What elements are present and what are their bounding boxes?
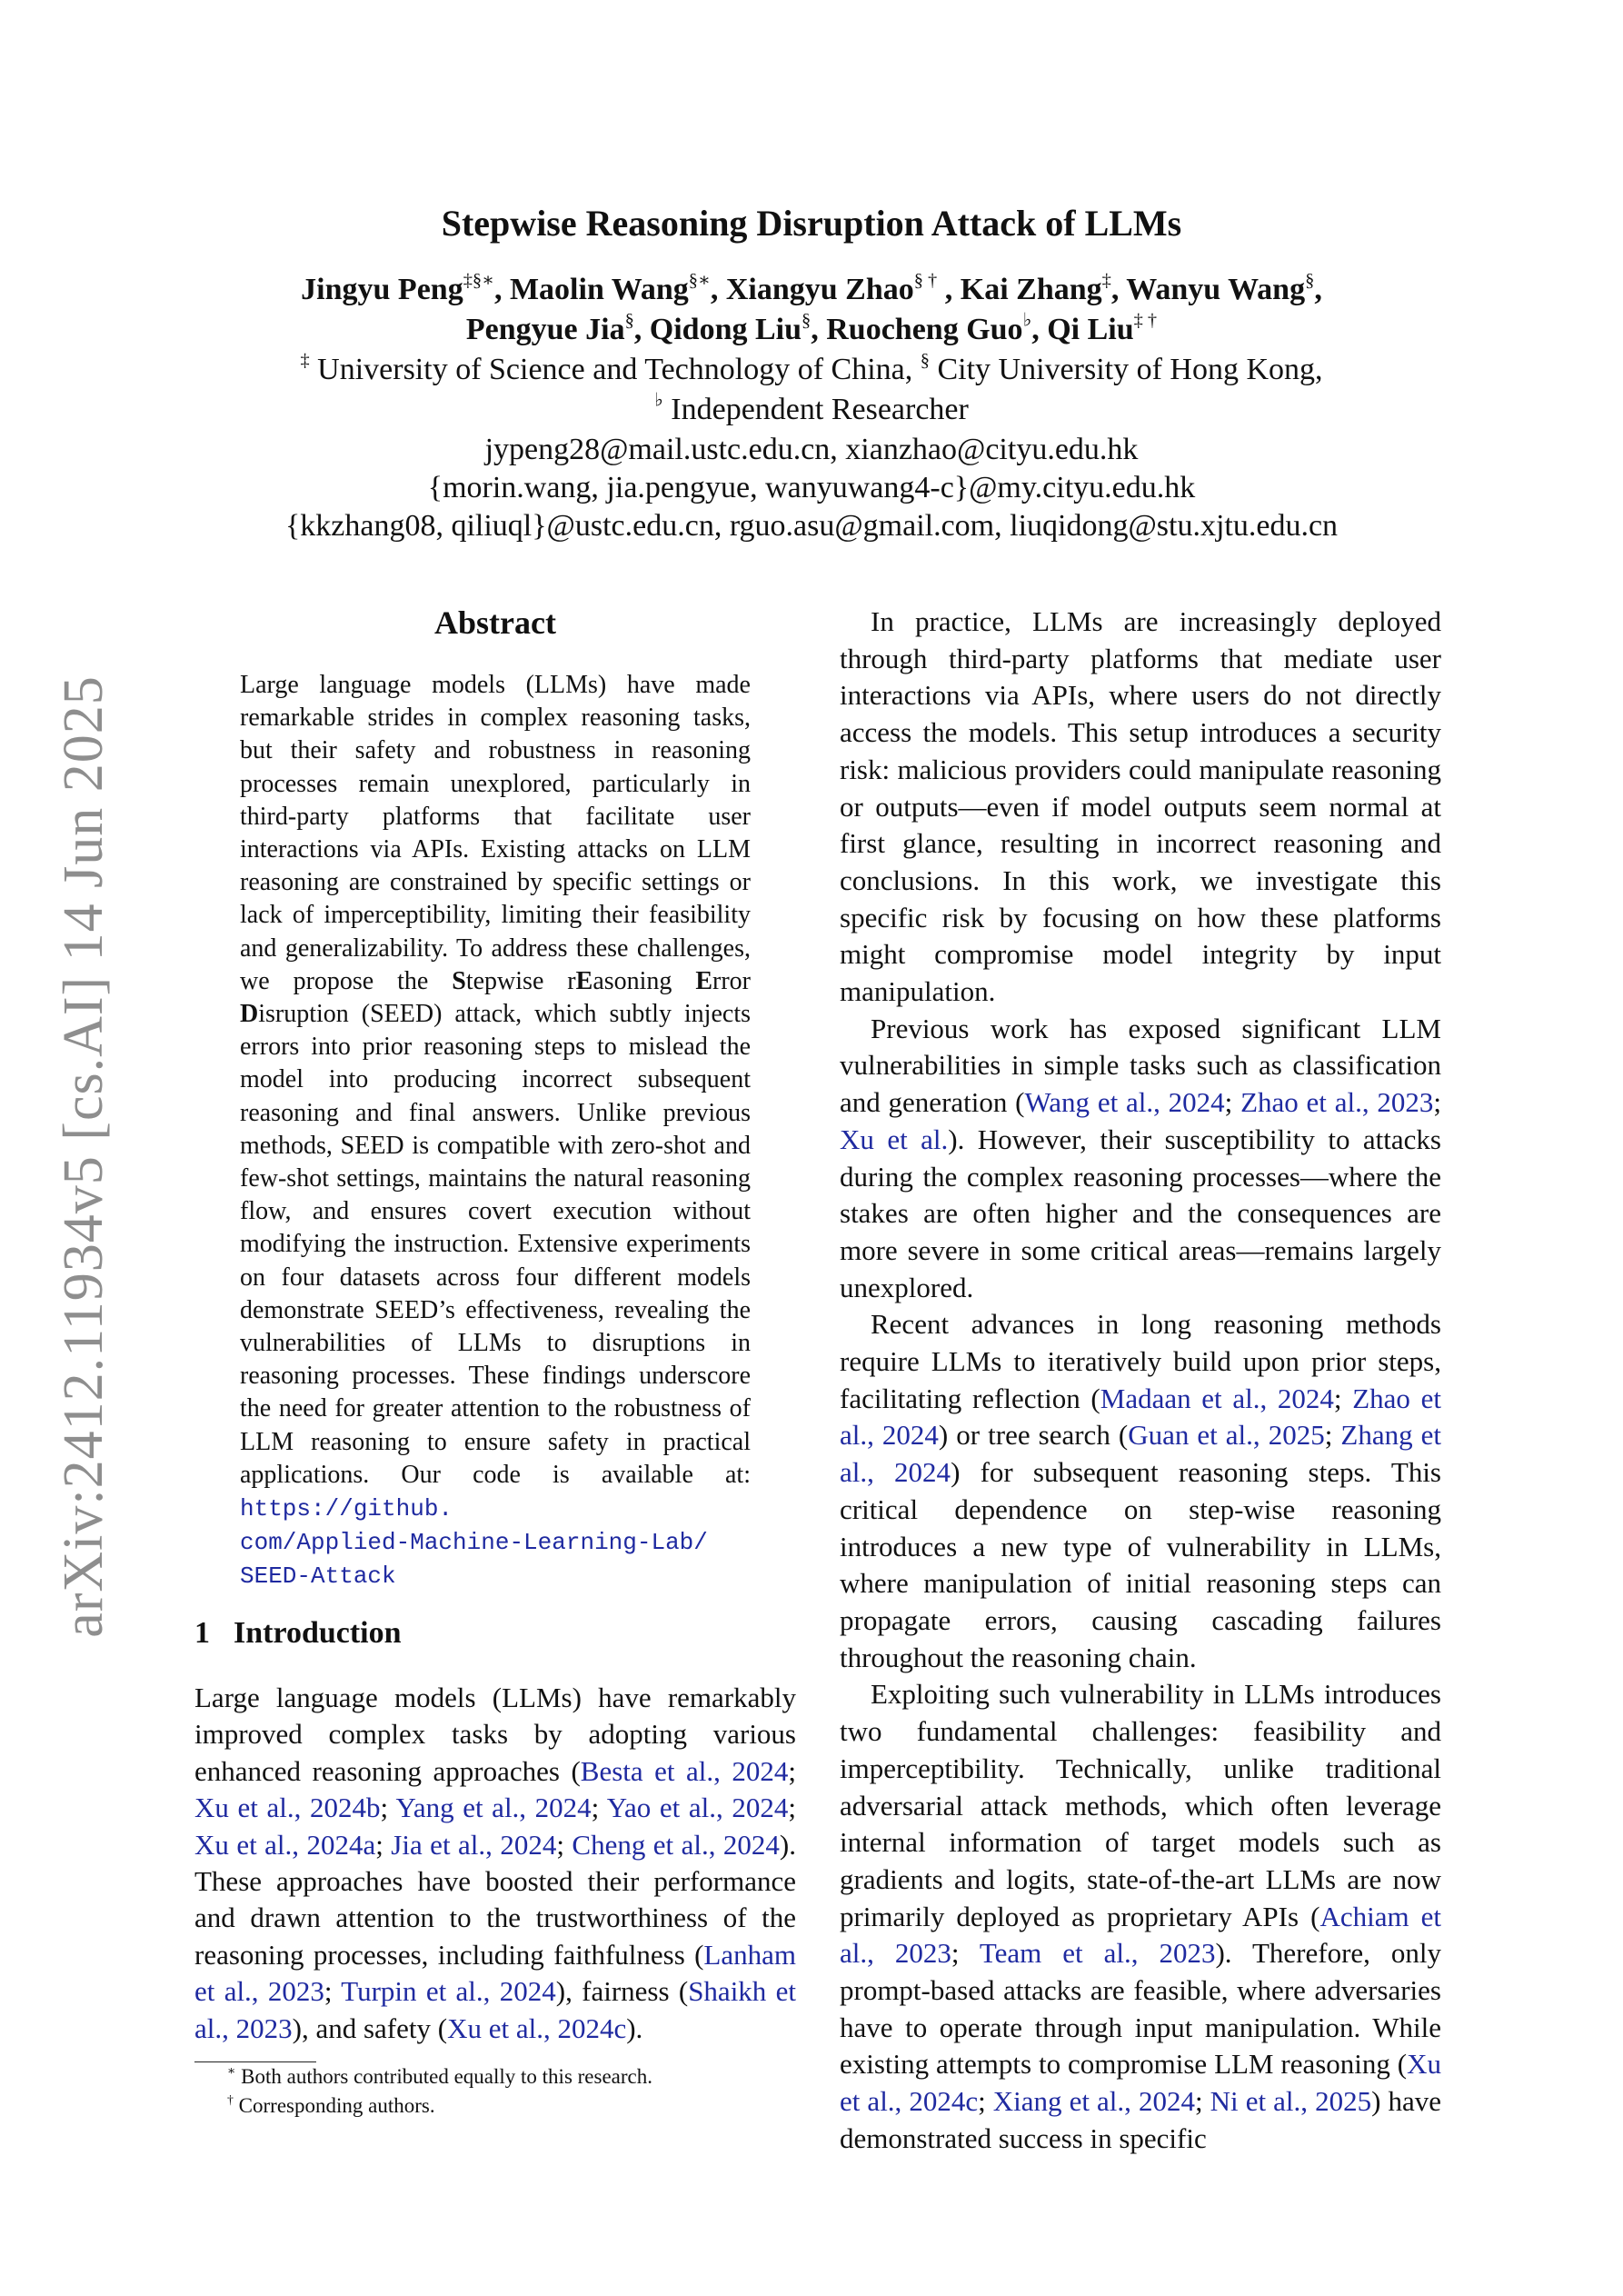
author-name: Ruocheng Guo xyxy=(826,313,1023,346)
right-column xyxy=(840,604,1441,2158)
paper-title: Stepwise Reasoning Disruption Attack of LLMs xyxy=(441,203,1182,244)
citation-link[interactable]: Cheng et al., 2024 xyxy=(572,1828,780,1861)
code-link-part[interactable]: SEED-Attack xyxy=(240,1562,396,1591)
author-name: Wanyu Wang xyxy=(1126,273,1306,306)
author-sep: , xyxy=(1110,273,1127,306)
body-text: ). However, their susceptibility to attacks during the complex reasoning processes—where the stakes are often higher and the consequences are more severe in some critical areas—remains largely unexplored. xyxy=(840,1123,1441,1303)
author-mark: § † xyxy=(913,270,938,291)
author-sep: , xyxy=(633,313,650,346)
author-line-2 xyxy=(0,310,1623,347)
author-name: Qi Liu xyxy=(1047,313,1134,346)
paragraph-exploiting: Exploiting such vulnerability in LLMs introduces two fundamental challenges: feasibility and imperceptibility. Technically, unlike traditional adversarial attack methods, which often leverage internal information of target models such as gradients and logits, state-of-the-art LLMs are now primarily deployed as proprietary APIs (Achiam et al., 2023; Team et al., 2023). Therefore, only prompt-based attacks are feasible, where adversaries have to operate through input manipulation. While existing attempts to compromise LLM reasoning (Xu et al., 2024c; Xiang et al., 2024; Ni et al., 2025) have demonstrated success in specific xyxy=(840,1678,1441,2154)
body-text: Large language models (LLMs) have remarkably improved complex tasks by adopting various enhanced reasoning approaches ( xyxy=(194,1682,796,1787)
acronym-letter: D xyxy=(240,1000,259,1029)
body-text: ). xyxy=(626,2011,643,2044)
abstract-text: asoning xyxy=(592,966,696,995)
citation-link[interactable]: Zhao et al., 2023 xyxy=(1240,1086,1434,1119)
author-sep: , xyxy=(937,273,961,306)
acronym-letter: E xyxy=(575,966,593,995)
citation-link[interactable]: Turpin et al., 2024 xyxy=(341,1975,556,2008)
section-heading-introduction xyxy=(194,1616,402,1651)
section-number: 1 xyxy=(194,1616,210,1650)
citation-link[interactable]: Lanham et al., 2023 xyxy=(194,1938,796,2008)
body-text: Recent advances in long reasoning methods require LLMs to iteratively build upon prior steps, facilitating reflection ( xyxy=(840,1308,1441,1414)
email-line-1: jypeng28@mail.ustc.edu.cn, xianzhao@cityu.edu.hk xyxy=(484,433,1139,466)
citation-link[interactable]: Guan et al., 2025 xyxy=(1128,1419,1325,1452)
footnote-rule xyxy=(194,2061,316,2062)
code-link[interactable] xyxy=(240,1495,708,1590)
abstract-text: tepwise r xyxy=(465,966,576,995)
citation-link[interactable]: Xu et al., 2024c xyxy=(840,2048,1441,2118)
citation-link[interactable]: Zhao et al., 2024 xyxy=(840,1382,1441,1452)
affiliation-mark: § xyxy=(920,350,930,371)
citation-link[interactable]: Xu et al., 2024a xyxy=(194,1828,376,1861)
abstract-text: Large language models (LLMs) have made remarkable strides in complex reasoning tasks, but their safety and robustness in reasoning processes remain unexplored, particularly in third-party platforms that facilitate user interactions via APIs. Existing attacks on LLM reasoning are constrained by specific settings or lack of imperceptibility, limiting their feasibility and generalizability. To address these challenges, we propose the xyxy=(240,671,751,995)
author-mark: ♭ xyxy=(1022,310,1032,331)
citation-link[interactable]: Jia et al., 2024 xyxy=(391,1828,557,1861)
body-text: ). These approaches have boosted their performance and drawn attention to the trustworthiness of the reasoning processes, including faithfulness ( xyxy=(194,1828,796,1971)
email-line-3: {kkzhang08, qiliuql}@ustc.edu.cn, rguo.asu@gmail.com, liuqidong@stu.xjtu.edu.cn xyxy=(284,509,1339,543)
author-name: Jingyu Peng xyxy=(301,273,463,306)
author-name: Xiangyu Zhao xyxy=(725,273,914,306)
author-mark: ‡ xyxy=(1101,270,1111,291)
citation-link[interactable]: Xu et al., 2024c xyxy=(447,2011,627,2044)
author-sep: , xyxy=(493,273,510,306)
citation-link[interactable]: Xiang et al., 2024 xyxy=(992,2085,1195,2118)
author-mark: § xyxy=(624,310,634,331)
body-text: ) or tree search ( xyxy=(938,1419,1129,1452)
footnote-mark: † xyxy=(227,2092,234,2107)
body-text: Exploiting such vulnerability in LLMs introduces two fundamental challenges: feasibility and imperceptibility. Technically, unlike traditional adversarial attack methods, which often leverage internal information of target models such as gradients and logits, state-of-the-art LLMs are now primarily deployed as proprietary APIs ( xyxy=(840,1678,1441,1932)
citation-link[interactable]: Achiam et al., 2023 xyxy=(840,1900,1441,1970)
body-text: ), fairness ( xyxy=(555,1975,689,2008)
citation-link[interactable]: Yao et al., 2024 xyxy=(606,1792,789,1824)
author-sep: , xyxy=(1031,313,1048,346)
citation-link[interactable]: Zhang et al., 2024 xyxy=(840,1419,1442,1489)
author-sep: , xyxy=(811,313,827,346)
author-mark: §∗ xyxy=(688,270,711,291)
author-sep: , xyxy=(1314,273,1322,306)
citation-link[interactable]: Ni et al., 2025 xyxy=(1210,2085,1372,2118)
body-text: ) have demonstrated success in specific xyxy=(840,2085,1441,2154)
affiliation-line-2 xyxy=(0,390,1623,427)
author-mark: ‡§∗ xyxy=(463,270,494,291)
author-sep: , xyxy=(710,273,726,306)
citation-link[interactable]: Madaan et al., 2024 xyxy=(1100,1382,1334,1414)
body-text: ). Therefore, only prompt-based attacks are feasible, where adversaries have to operate through input manipulation. While existing attempts to compromise LLM reasoning ( xyxy=(840,1937,1441,2081)
author-name: Pengyue Jia xyxy=(465,313,625,346)
abstract-text: rror xyxy=(712,966,752,995)
citation-link[interactable]: Yang et al., 2024 xyxy=(395,1792,592,1824)
citation-link[interactable]: Team et al., 2023 xyxy=(979,1937,1216,1970)
citation-link[interactable]: Besta et al., 2024 xyxy=(580,1754,789,1787)
author-line-1 xyxy=(0,270,1623,307)
author-mark: § xyxy=(802,310,812,331)
paragraph-previous-work: Previous work has exposed significant LLM vulnerabilities in simple tasks such as classification and generation (Wang et al., 2024; Zhao et al., 2023; Xu et al.). However, their susceptibility to attacks during the complex reasoning processes—where the stakes are often higher and the consequences are more severe in some critical areas—remains largely unexplored. xyxy=(840,1012,1441,1303)
section-title: Introduction xyxy=(234,1616,402,1650)
body-text: ), and safety ( xyxy=(292,2011,448,2044)
arxiv-stamp-text: arXiv:2412.11934v5 [cs.AI] 14 Jun 2025 xyxy=(52,674,115,1638)
acronym-letter: E xyxy=(695,966,713,995)
affiliation-mark: ♭ xyxy=(654,390,663,411)
abstract-text: isruption (SEED) attack, which subtly injects errors into prior reasoning steps to mislead the model into producing incorrect subsequent reasoning and final answers. Unlike previous methods, SEED is compatible with zero-shot and few-shot settings, maintains the natural reasoning flow, and ensures covert execution without modifying the instruction. Extensive experiments on four datasets across four different models demonstrate SEED’s effectiveness, revealing the vulnerabilities of LLMs to disruptions in reasoning processes. These findings underscore the need for greater attention to the robustness of LLM reasoning to ensure safety in practical applications. Our code is available at: xyxy=(240,1000,751,1489)
author-name: Kai Zhang xyxy=(960,273,1102,306)
code-link-part[interactable]: com/Applied-Machine-Learning-Lab/ xyxy=(240,1529,708,1557)
footnote-equal-contribution xyxy=(227,2065,652,2089)
paragraph-recent-advances: Recent advances in long reasoning methods require LLMs to iteratively build upon prior steps, facilitating reflection (Madaan et al., 2024; Zhao et al., 2024) or tree search (Guan et al., 2025; Zhang et al., 2024) for subsequent reasoning steps. This critical dependence on step-wise reasoning introduces a new type of vulnerability in LLMs, where manipulation of initial reasoning steps can propagate errors, causing cascading failures throughout the reasoning chain. xyxy=(840,1308,1442,1673)
footnote-mark: ∗ xyxy=(227,2063,236,2078)
acronym-letter: S xyxy=(452,966,466,995)
affiliation-text: University of Science and Technology of China, xyxy=(309,353,921,386)
author-mark: § xyxy=(1305,270,1315,291)
email-line-2: {morin.wang, jia.pengyue, wanyuwang4-c}@my.cityu.edu.hk xyxy=(427,471,1196,504)
author-name: Qidong Liu xyxy=(649,313,802,346)
footnote-text: Corresponding authors. xyxy=(233,2094,435,2117)
body-text: ) for subsequent reasoning steps. This critical dependence on step-wise reasoning introduces a new type of vulnerability in LLMs, where manipulation of initial reasoning steps can propagate errors, causing cascading failures throughout the reasoning chain. xyxy=(840,1456,1441,1673)
footnote-corresponding xyxy=(227,2094,435,2118)
citation-link[interactable]: Xu et al. xyxy=(840,1123,949,1155)
footnote-text: Both authors contributed equally to this research. xyxy=(235,2065,652,2088)
affiliation-text: Independent Researcher xyxy=(662,393,969,426)
arxiv-stamp xyxy=(47,674,120,1638)
introduction-paragraph: Large language models (LLMs) have remarkably improved complex tasks by adopting various enhanced reasoning approaches (Besta et al., 2024; Xu et al., 2024b; Yang et al., 2024; Yao et al., 2024; Xu et al., 2024a; Jia et al., 2024; Cheng et al., 2024). These approaches have boosted their performance and drawn attention to the trustworthiness of the reasoning processes, including faithfulness (Lanham et al., 2023; Turpin et al., 2024), fairness (Shaikh et al., 2023), and safety (Xu et al., 2024c). xyxy=(194,1682,796,2044)
paragraph-practice: In practice, LLMs are increasingly deployed through third-party platforms that mediate user interactions via APIs, where users do not directly access the models. This setup introduces a security risk: malicious providers could manipulate reasoning or outputs—even if model outputs seem normal at first glance, resulting in incorrect reasoning and conclusions. In this work, we investigate this specific risk by focusing on how these platforms might compromise model integrity by input manipulation. xyxy=(840,605,1441,1008)
citation-link[interactable]: Xu et al., 2024b xyxy=(194,1792,381,1824)
author-mark: ‡ † xyxy=(1133,310,1158,331)
code-link-part[interactable]: https://github. xyxy=(240,1495,453,1523)
abstract-body xyxy=(240,669,751,1593)
abstract-heading: Abstract xyxy=(434,604,556,641)
body-text: Previous work has exposed significant LLM vulnerabilities in simple tasks such as classification and generation ( xyxy=(840,1012,1441,1119)
affiliation-text: City University of Hong Kong, xyxy=(929,353,1323,386)
citation-link[interactable]: Wang et al., 2024 xyxy=(1024,1086,1225,1119)
citation-link[interactable]: Shaikh et al., 2023 xyxy=(194,1975,796,2044)
affiliation-line-1 xyxy=(0,350,1623,387)
affiliation-mark: ‡ xyxy=(300,350,310,371)
author-name: Maolin Wang xyxy=(509,273,689,306)
